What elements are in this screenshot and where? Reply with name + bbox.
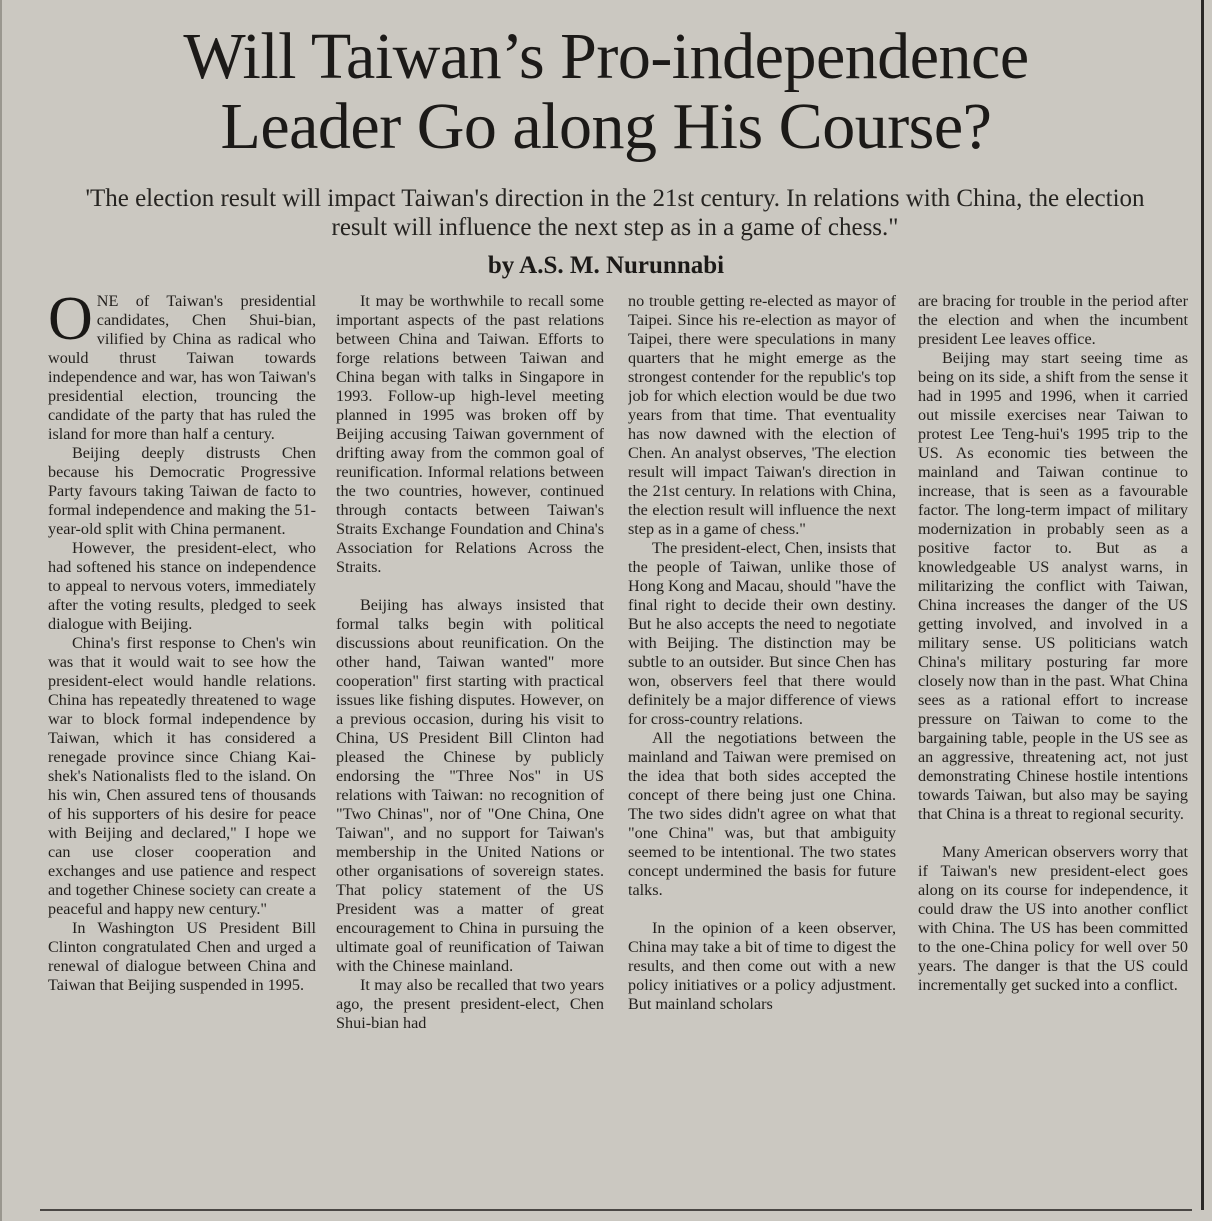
left-edge-rule (0, 0, 2, 1221)
byline: by A.S. M. Nurunnabi (487, 252, 725, 279)
headline-line-2: Leader Go along His Course? (220, 90, 992, 163)
paragraph: The president-elect, Chen, insists that the people of Taiwan, unlike those of Hong Kong and Macau, should "have the final right to decide their own destiny. But he also accepts the need to negotiate with Beijing. The distinction may be subtle to an outsider. But since Chen has won, observers feel that there would definitely be a major difference of views for cross-country relations. (628, 539, 896, 728)
paragraph: are bracing for trouble in the period after the election and when the incumbent president Lee leaves office. (918, 292, 1188, 348)
paragraph: ONE of Taiwan's presidential candidates, Chen Shui-bian, vilified by China as radical who would thrust Taiwan towards independence and war, has won Taiwan's presidential election, trouncing the candidate of the party that has ruled the island for more than half a century. (48, 292, 316, 443)
paragraph: Beijing may start seeing time as being on its side, a shift from the sense it had in 1995 and 1996, when it carried out missile exercises near Taiwan to protest Lee Teng-hui's 1995 trip to the US. As economic ties between the mainland and Taiwan continue to increase, that is seen as a favourable factor. The long-term impact of military modernization in probably seen as a positive factor to. But as a knowledgeable US analyst warns, in militarizing the conflict with Taiwan, China increases the danger of the US getting involved, and involved in a military sense. US politicians watch China's military posturing far more closely now than in the past. What China sees as a rational effort to increase pressure on Taiwan to come to the bargaining table, people in the US see as an aggressive, threatening act, not just demonstrating Chinese hostile intentions towards Taiwan, but also may be saying that China is a threat to regional security. (918, 349, 1188, 823)
article-column-3 (628, 292, 896, 1202)
paragraph: In Washington US President Bill Clinton congratulated Chen and urged a renewal of dialogue between China and Taiwan that Beijing suspended in 1995. (48, 919, 316, 994)
paragraph: However, the president-elect, who had softened his stance on independence to appeal to nervous voters, immediately after the voting results, pledged to seek dialogue with Beijing. (48, 539, 316, 633)
headline (0, 22, 1212, 162)
article-column-4 (918, 292, 1188, 1202)
column-rule-right (1201, 0, 1204, 1210)
article-column-2 (336, 292, 604, 1202)
bottom-rule (40, 1209, 1192, 1211)
paragraph: In the opinion of a keen observer, China may take a bit of time to digest the results, and then come out with a new policy initiatives or a policy adjustment. But mainland scholars (628, 919, 896, 1013)
paragraph: It may be worthwhile to recall some important aspects of the past relations between China and Taiwan. Efforts to forge relations between Taiwan and China began with talks in Singapore in 1993. Follow-up high-level meeting planned in 1995 was broken off by Beijing accusing Taiwan government of drifting away from the common goal of reunification. Informal relations between the two countries, however, continued through contacts between Taiwan's Straits Exchange Foundation and China's Association for Relations Across the Straits. (336, 292, 604, 576)
headline-line-1: Will Taiwan’s Pro-independence (183, 20, 1029, 93)
paragraph: Many American observers worry that if Taiwan's new president-elect goes along on its course for independence, it could draw the US into another conflict with China. The US has been committed to the one-China policy for well over 50 years. The danger is that the US could incrementally get sucked into a conflict. (918, 843, 1188, 994)
paragraph: It may also be recalled that two years ago, the present president-elect, Chen Shui-bian had (336, 976, 604, 1032)
paragraph: All the negotiations between the mainland and Taiwan were premised on the idea that both sides accepted the concept of there being just one China. The two sides didn't agree on what that "one China" was, but that ambiguity seemed to be intentional. The two states concept undermined the basis for future talks. (628, 729, 896, 899)
paragraph: Beijing has always insisted that formal talks begin with political discussions about reunification. On the other hand, Taiwan wanted" more cooperation" first starting with practical issues like fishing disputes. However, on a previous occasion, during his visit to China, US President Bill Clinton had pleased the Chinese by publicly endorsing the "Three Nos" in US relations with Taiwan: no recognition of "Two Chinas", nor of "One China, One Taiwan", and no support for Taiwan's membership in the United Nations or other organisations of sovereign states. That policy statement of the US President was a matter of great encouragement to China in pursuing the ultimate goal of reunification of Taiwan with the Chinese mainland. (336, 596, 604, 975)
paragraph: China's first response to Chen's win was that it would wait to see how the president-elect would handle relations. China has repeatedly threatened to wage war to block formal independence by Taiwan, which it has considered a renegade province since Chiang Kai-shek's Nationalists fled to the island. On his win, Chen assured tens of thousands of his supporters of his desire for peace with Beijing and declared," I hope we can use closer cooperation and exchanges and use patience and respect and together Chinese society can create a peaceful and happy new century." (48, 634, 316, 918)
paragraph: no trouble getting re-elected as mayor of Taipei. Since his re-election as mayor of Taipei, there were speculations in many quarters that he might emerge as the strongest contender for the republic's top job for which election would be due two years from that time. That eventuality has now dawned with the election of Chen. An analyst observes, 'The election result will impact Taiwan's direction in the 21st century. In relations with China, the election result will influence the next step as in a game of chess." (628, 292, 896, 538)
article-column-1 (48, 292, 316, 1202)
drop-cap: O (48, 292, 93, 353)
paragraph: Beijing deeply distrusts Chen because his Democratic Progressive Party favours taking Taiwan de facto to formal independence and making the 51-year-old split with China permanent. (48, 444, 316, 538)
pull-quote-subhead: 'The election result will impact Taiwan's direction in the 21st century. In relations with China, the election result will influence the next step as in a game of chess." (85, 185, 1145, 241)
